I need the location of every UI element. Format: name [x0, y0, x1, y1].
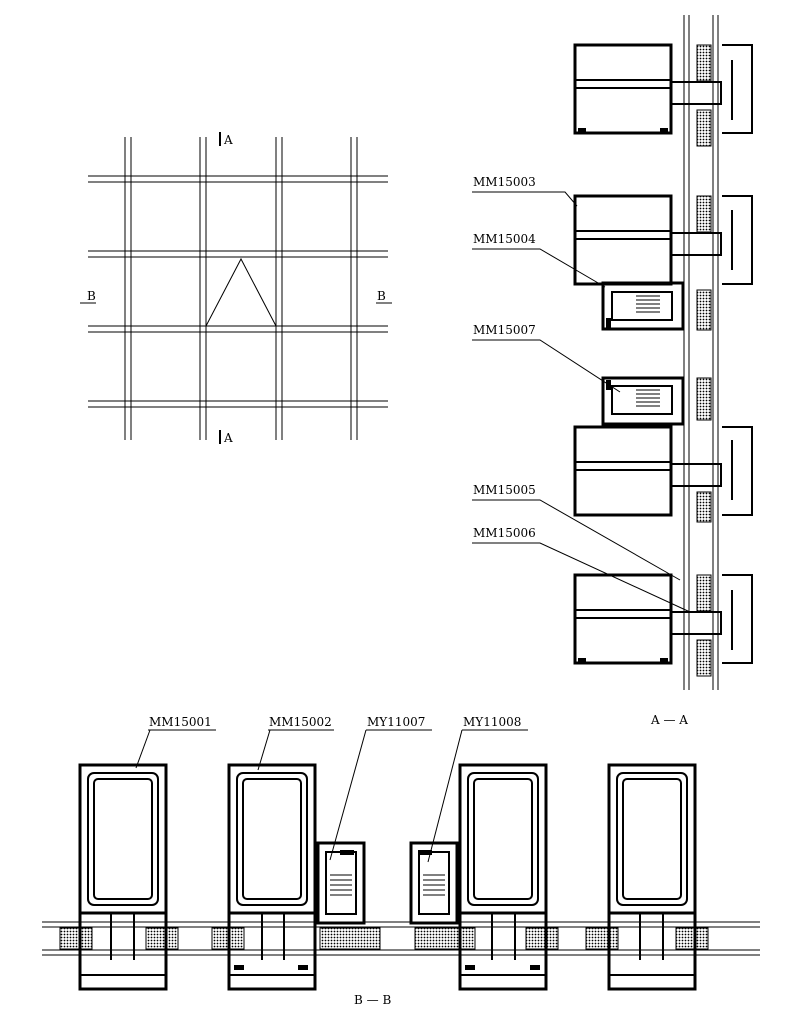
vent-sash-left [318, 843, 364, 923]
transom-2 [575, 196, 752, 330]
callout-my11007: MY11007 [367, 715, 426, 729]
vertical-section [472, 15, 752, 690]
section-marker-b-right: B [377, 289, 386, 303]
callout-my11008: MY11008 [463, 715, 522, 729]
elevation-grid [80, 132, 392, 444]
horizontal-section [42, 730, 760, 989]
section-marker-a-bottom: A [224, 431, 233, 445]
section-marker-b-left: B [87, 289, 96, 303]
transom-1 [575, 45, 752, 146]
transom-3 [575, 378, 752, 522]
callout-mm15007: MM15007 [473, 323, 536, 337]
vent-sash-right [411, 843, 457, 923]
callout-mm15001: MM15001 [149, 715, 212, 729]
callout-mm15005: MM15005 [473, 483, 536, 497]
transom-4 [575, 575, 752, 676]
vent-opening-symbol [206, 259, 276, 326]
section-title-a-a: A — A [651, 713, 688, 727]
callout-mm15006: MM15006 [473, 526, 536, 540]
callout-mm15004: MM15004 [473, 232, 536, 246]
section-title-b-b: B — B [354, 993, 392, 1007]
callout-mm15003: MM15003 [473, 175, 536, 189]
section-marker-a-top: A [224, 133, 233, 147]
callout-mm15002: MM15002 [269, 715, 332, 729]
